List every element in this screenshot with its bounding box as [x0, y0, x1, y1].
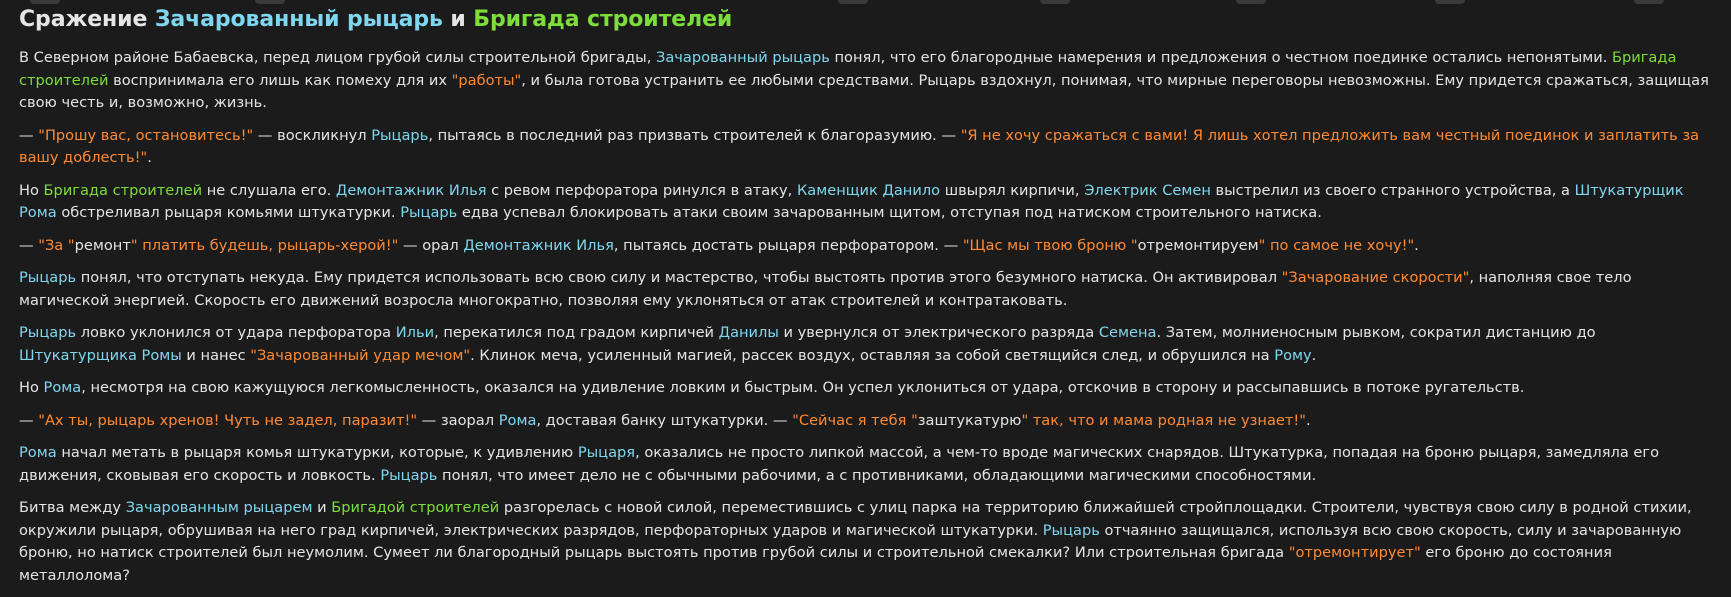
character-name: Рыцарь — [1042, 521, 1100, 539]
character-name: Рому — [1274, 346, 1312, 364]
character-name: Рыцарь — [380, 466, 438, 484]
story-paragraph — [19, 322, 1709, 367]
text-segment: выстрелил из своего странного устройства, а — [1210, 181, 1575, 199]
story-body — [19, 47, 1709, 587]
character-name: Каменщик Данило — [796, 181, 941, 199]
quoted-speech: " по самое не хочу!" — [1258, 236, 1415, 254]
quoted-speech: "Зачарование скорости" — [1281, 269, 1470, 286]
text-segment: , несмотря на свою кажущуюся легкомысленность, оказался на удивление ловким и быстрым. Он успел уклониться от удара, отскочив в сторону и рассыпавшись в потоке ругательств. — [81, 379, 1525, 396]
text-segment: , доставая банку штукатурки. — — [536, 411, 793, 429]
text-segment: разгорелась с новой силой, переместившись с улиц парка на территорию ближайшей стройплощадки. Строители, чувствуя свою силу в родной стихии, окружили рыцаря, обрушивая на него град кирпичей, электрических разрядов, перфораторных ударов и магической штукатурки. — [19, 499, 1692, 539]
quoted-speech: "За " — [38, 236, 75, 254]
text-segment: , перекатился под градом кирпичей — [434, 324, 719, 341]
text-segment: , наполняя свое тело магической энергией. Скорость его движений возросла многократно, позволяя ему уклоняться от атак строителей и контратаковать. — [19, 269, 1632, 309]
character-name: Зачарованный рыцарь — [154, 7, 443, 32]
text-segment: ловко уклонился от удара перфоратора — [76, 324, 396, 341]
text-segment: В Северном районе Бабаевска, перед лицом грубой силы строительной бригады, — [19, 49, 656, 66]
character-name: Рома — [43, 379, 82, 396]
character-name: Зачарованный рыцарь — [655, 49, 830, 66]
story-article — [19, 0, 1709, 597]
text-segment: заштукатурю — [917, 411, 1022, 429]
character-name: Зачарованным рыцарем — [125, 499, 313, 516]
character-name: Электрик Семен — [1084, 181, 1211, 199]
character-name: Данилы — [718, 324, 779, 341]
text-segment: — — [19, 236, 39, 254]
story-paragraph — [19, 47, 1709, 115]
text-segment: , оказались не просто липкой массой, а чем-то вроде магических снарядов. Штукатурка, попадая на броню рыцаря, замедляла его движения, сковывая его скорость и ловкость. — [19, 444, 1659, 484]
text-segment: и увернулся от электрического разряда — [778, 324, 1099, 341]
text-segment: , пытаясь в последний раз призвать строителей к благоразумию. — — [428, 126, 961, 144]
text-segment: понял, что отступать некуда. Ему придется использовать всю свою силу и мастерство, чтобы выстоять против этого безумного натиска. Он активировал — [76, 269, 1282, 286]
text-segment: и — [312, 499, 332, 516]
text-segment: понял, что его благородные намерения и предложения о честном поединке остались непонятыми. — [829, 49, 1612, 66]
text-segment: с ревом перфоратора ринулся в атаку, — [486, 181, 797, 199]
text-segment: — воскликнул — [253, 126, 372, 144]
character-name: Демонтажник Илья — [463, 236, 614, 254]
text-segment: . — [1414, 236, 1419, 254]
text-segment: обстреливал рыцаря комьями штукатурки. — [56, 204, 401, 221]
group-name: Бригада строителей — [43, 181, 203, 199]
text-segment: ремонт — [74, 236, 131, 254]
text-segment: и — [442, 7, 474, 32]
character-name: Штукатурщика Ромы — [19, 346, 182, 364]
character-name: Семена — [1098, 324, 1157, 341]
group-name: Бригада строителей — [473, 7, 733, 32]
text-segment: . — [1305, 411, 1311, 429]
text-segment: . — [1311, 346, 1317, 364]
story-title — [19, 7, 1709, 33]
text-segment: Но — [19, 181, 44, 199]
character-name: Рыцарь — [19, 269, 77, 286]
text-segment: — — [19, 411, 39, 429]
character-name: Рыцарь — [19, 324, 77, 341]
character-name: Рома — [498, 411, 537, 429]
group-name: Бригада строителей — [19, 49, 1677, 89]
quoted-speech: "Ах ты, рыцарь хренов! Чуть не задел, паразит!" — [38, 411, 418, 429]
character-name: Рыцарь — [371, 126, 429, 144]
quoted-speech: " так, что и мама родная не узнает!" — [1021, 411, 1306, 429]
text-segment: . Затем, молниеносным рывком, сократил дистанцию до — [1156, 324, 1596, 341]
quoted-speech: "отремонтирует" — [1288, 544, 1421, 561]
text-segment: воспринимала его лишь как помеху для их — [108, 71, 452, 89]
text-segment: . Клинок меча, усиленный магией, рассек воздух, оставляя за собой светящийся след, и обрушился на — [470, 346, 1275, 364]
story-paragraph — [19, 180, 1709, 225]
character-name: Рыцаря — [577, 444, 636, 461]
story-paragraph — [19, 267, 1709, 312]
text-segment: его броню до состояния металлолома? — [19, 544, 1612, 584]
quoted-speech: " платить будешь, рыцарь-херой!" — [130, 236, 399, 254]
text-segment: швырял кирпичи, — [940, 181, 1085, 199]
text-segment: — заорал — [417, 411, 499, 429]
character-name: Ильи — [395, 324, 435, 341]
story-paragraph — [19, 442, 1709, 487]
text-segment: не слушала его. — [202, 181, 336, 199]
story-paragraph — [19, 497, 1709, 587]
story-paragraph — [19, 410, 1709, 433]
text-segment: отчаянно защищался, используя всю свою скорость, силу и зачарованную броню, но натиск строителей был неумолим. Сумеет ли благородный рыцарь выстоять против грубой силы и строительной смекалки? Или строительная бригада — [19, 521, 1682, 561]
character-name: Штукатурщик Рома — [19, 181, 1684, 221]
character-name: Рыцарь — [400, 204, 458, 221]
quoted-speech: "Сейчас я тебя " — [792, 411, 918, 429]
text-segment: и нанес — [181, 346, 251, 364]
character-name: Демонтажник Илья — [335, 181, 487, 199]
story-paragraph — [19, 235, 1709, 258]
story-paragraph — [19, 125, 1709, 170]
text-segment: едва успевал блокировать атаки своим зачарованным щитом, отступая под натиском строительного натиска. — [457, 204, 1322, 221]
character-name: Рома — [19, 444, 57, 461]
group-name: Бригадой строителей — [331, 499, 500, 516]
text-segment: понял, что имеет дело не с обычными рабочими, а с противниками, обладающими магическими способностями. — [437, 466, 1317, 484]
quoted-speech: "Я не хочу сражаться с вами! Я лишь хотел предложить вам честный поединок и заплатить за вашу доблесть!" — [19, 126, 1700, 166]
text-segment: отремонтируем — [1137, 236, 1259, 254]
text-segment: , пытаясь достать рыцаря перфоратором. — — [613, 236, 963, 254]
text-segment: — орал — [398, 236, 464, 254]
quoted-speech: "работы" — [451, 71, 522, 89]
text-segment: Битва между — [19, 499, 126, 516]
text-segment: — — [19, 126, 39, 144]
quoted-speech: "Прошу вас, остановитесь!" — [38, 126, 254, 144]
text-segment: . — [147, 149, 152, 166]
quoted-speech: "Зачарованный удар мечом" — [250, 346, 471, 364]
text-segment: начал метать в рыцаря комья штукатурки, которые, к удивлению — [56, 444, 578, 461]
text-segment: Но — [19, 379, 44, 396]
text-segment: Сражение — [19, 7, 155, 32]
quoted-speech: "Щас мы твою броню " — [962, 236, 1138, 254]
text-segment: , и была готова устранить ее любыми средствами. Рыцарь вздохнул, понимая, что мирные переговоры невозможны. Ему придется сражаться, защищая свою честь и, возможно, жизнь. — [19, 71, 1709, 111]
story-paragraph — [19, 377, 1709, 400]
